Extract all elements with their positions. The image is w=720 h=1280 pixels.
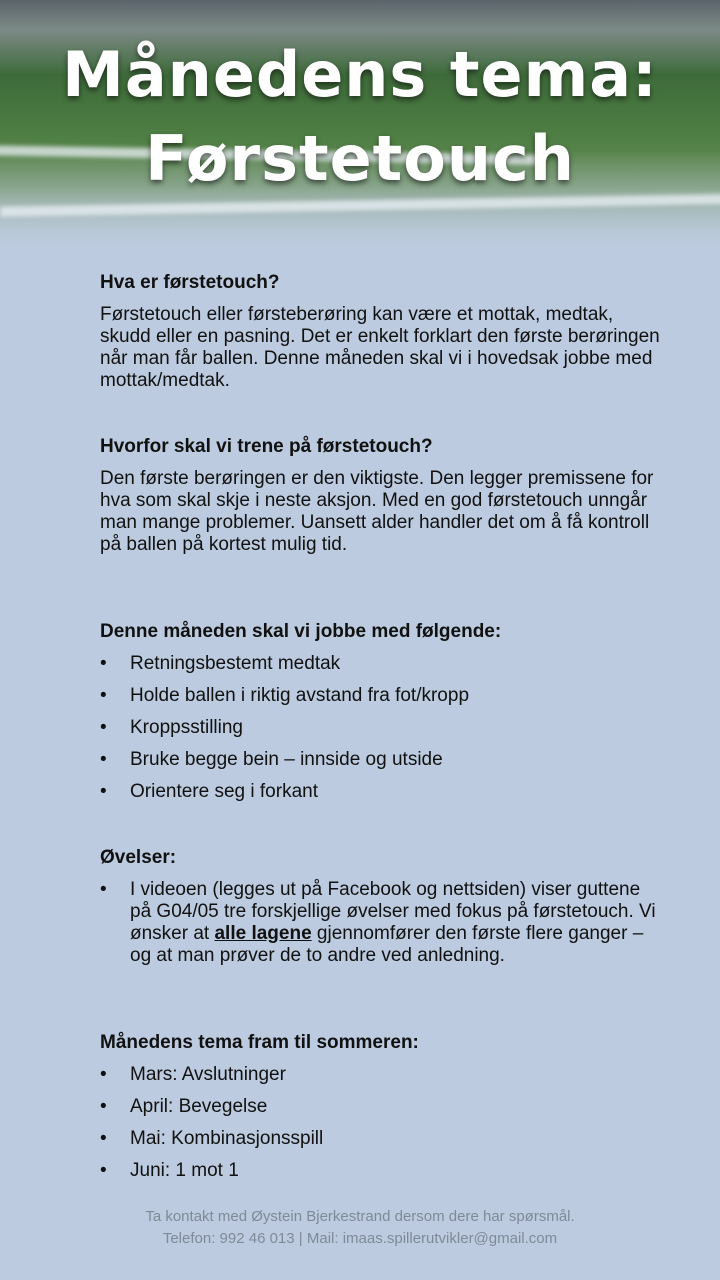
list-item: • Orientere seg i forkant — [100, 781, 318, 802]
list-item: • Juni: 1 mot 1 — [100, 1160, 239, 1181]
section-why — [100, 436, 660, 556]
footer-line2: Telefon: 992 46 013 | Mail: imaas.spillerutvikler@gmail.com — [162, 1230, 558, 1247]
bullet: • — [100, 749, 107, 770]
footer-line1: Ta kontakt med Øystein Bjerkestrand dersom dere har spørsmål. — [145, 1208, 575, 1225]
contact-footer — [0, 1206, 720, 1250]
pitch-line — [0, 193, 720, 216]
exercises-emphasis: alle lagene — [214, 923, 312, 944]
bullet: • — [100, 685, 107, 706]
themes-list — [100, 1064, 660, 1182]
section-themes — [100, 1032, 660, 1192]
section-focus — [100, 621, 660, 813]
page-title-line2: Førstetouch — [145, 122, 575, 195]
bullet: • — [100, 1064, 107, 1085]
section-heading: Hvorfor skal vi trene på førstetouch? — [100, 436, 433, 457]
section-what — [100, 272, 660, 392]
header-banner — [0, 0, 720, 250]
bullet: • — [100, 781, 107, 802]
list-item: • Retningsbestemt medtak — [100, 653, 341, 674]
list-item: • Holde ballen i riktig avstand fra fot/kropp — [100, 685, 470, 706]
section-heading: Hva er førstetouch? — [100, 272, 280, 293]
bullet: • — [100, 879, 107, 900]
section-text: Den første berøringen er den viktigste. Den legger premissene for hva som skal skje i neste aksjon. Med en god førstetouch unngår man mange problemer. Uansett alder handler det om å få kontroll på ballen på kortest mulig tid. — [100, 468, 654, 555]
exercises-text-before: I videoen (legges ut på Facebook og nettsiden) viser guttene på G04/05 tre forskjellige øvelser med fokus på førstetouch. Vi ønsker at — [130, 879, 656, 944]
section-heading: Månedens tema fram til sommeren: — [100, 1032, 419, 1053]
list-item: • Mars: Avslutninger — [100, 1064, 286, 1085]
bullet: • — [100, 1160, 107, 1181]
bullet: • — [100, 1096, 107, 1117]
list-item: • Kroppsstilling — [100, 717, 243, 738]
section-text: Førstetouch eller førsteberøring kan være et mottak, medtak, skudd eller en pasning. Det er enkelt forklart den første berøringen når man får ballen. Denne måneden skal vi i hovedsak jobbe med mottak/medtak. — [100, 304, 660, 391]
section-exercises — [100, 847, 660, 977]
page-title-line1: Månedens tema: — [62, 38, 658, 111]
exercises-text-after: gjennomfører den første flere ganger – og at man prøver de to andre ved anledning. — [130, 923, 644, 966]
list-item: • April: Bevegelse — [100, 1096, 268, 1117]
focus-list — [100, 653, 660, 803]
bullet: • — [100, 1128, 107, 1149]
bullet: • — [100, 653, 107, 674]
section-heading: Denne måneden skal vi jobbe med følgende: — [100, 621, 502, 642]
list-item — [100, 879, 660, 967]
list-item: • Mai: Kombinasjonsspill — [100, 1128, 324, 1149]
bullet: • — [100, 717, 107, 738]
exercises-list — [100, 879, 660, 967]
list-item: • Bruke begge bein – innside og utside — [100, 749, 443, 770]
section-heading: Øvelser: — [100, 847, 177, 868]
